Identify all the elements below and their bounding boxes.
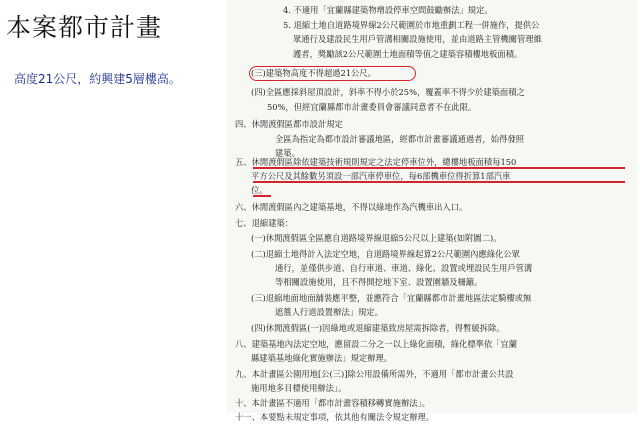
height-limit-highlight: [249, 66, 416, 81]
doc-line: 四、休閒渡假區都市設計規定: [235, 119, 343, 129]
doc-line: 位。: [251, 185, 268, 195]
document-scan: [227, 0, 637, 422]
doc-line: 五、休閒渡假區除依建築技術規則規定之法定停車位外，總樓地板面積每150: [235, 157, 517, 167]
doc-line: 施用地多目標使用辦法」。: [251, 383, 347, 393]
doc-line: 4. 不適用「宜蘭縣建築物增設停車空間鼓勵辦法」規定。: [283, 5, 493, 15]
doc-line: (一)休閒渡假區全區應自道路境界線退縮5公尺以上建築(如附圖二)。: [251, 233, 502, 243]
doc-line: 通行，並僅供步道、自行車道、車道、綠化、設置或埋設民生用戶管溝: [275, 263, 533, 273]
parking-rule-underline: [253, 195, 271, 197]
doc-line: 50%，但經宜蘭縣都市計畫委員會審議同意者不在此限。: [267, 102, 477, 112]
doc-line: (四)全區應採斜屋頂設計，斜率不得小於25%，覆蓋率不得少於建築面積之: [251, 87, 525, 97]
doc-line: 全區為指定為都市設計審議地區，經都市計畫審議通過者，始得發照: [275, 134, 524, 144]
height-note: 高度21公尺，約興建5層樓高。: [14, 72, 181, 86]
doc-line: (三)退縮地面地面舖裝應平整，並應符合「宜蘭縣都市計畫地區法定騎樓或無: [251, 293, 532, 303]
parking-rule-underline: [253, 167, 625, 169]
doc-line: (四)休閒渡假區(一)因綠地或退縮建築致房屋需拆除者，得暫緩拆除。: [251, 323, 505, 333]
doc-line: 5. 退縮土地自道路境界線2公尺範圍於市地重劃工程一併施作，提供公: [283, 20, 540, 30]
doc-line: 十、本計畫區不適用「都市計畫容積移轉實施辦法」。: [235, 398, 430, 408]
doc-line: 遮簷人行道設置辦法」規定。: [275, 307, 383, 317]
doc-line: 平方公尺及其餘數另須設一部汽車停車位，每6部機車位得折算1部汽車: [251, 171, 511, 181]
parking-rule-underline: [253, 181, 625, 183]
doc-line: 建築。: [275, 148, 300, 158]
doc-line: 十一、本要點未規定事項，依其他有關法令規定辦理。: [235, 412, 435, 422]
doc-line: (二)退縮土地得計入法定空地，自道路境界線起算2公尺範圍內應綠化公眾: [251, 249, 520, 259]
doc-line: 眾通行及建設民生用戶管溝相關設施使用，並由道路主管機關管理維: [293, 34, 542, 44]
doc-line: 七、退縮建築：: [235, 218, 294, 228]
doc-line: 九、本計畫區公園用地[公(三)]除公用設備所需外，不適用「都市計畫公共設: [235, 369, 514, 379]
page-title: 本案都市計畫: [6, 13, 163, 42]
doc-line: 護者，獎勵該2公尺範圍土地面積等值之建築容積樓地板面積。: [293, 49, 523, 59]
doc-line: 八、建築基地內法定空地，應留設二分之一以上綠化面積，綠化標準依「宜蘭: [235, 339, 518, 349]
doc-line: 等相關設施使用，且不得開挖地下室、設置圍牆及柵籬。: [275, 277, 483, 287]
doc-line: 六、休閒渡假區內之建築基地，不得以綠地作為汽機車出入口。: [235, 202, 468, 212]
doc-line: 縣建築基地綠化實施辦法」規定辦理。: [251, 353, 393, 363]
doc-line: (三)建築物高度不得超過21公尺。: [251, 68, 376, 78]
